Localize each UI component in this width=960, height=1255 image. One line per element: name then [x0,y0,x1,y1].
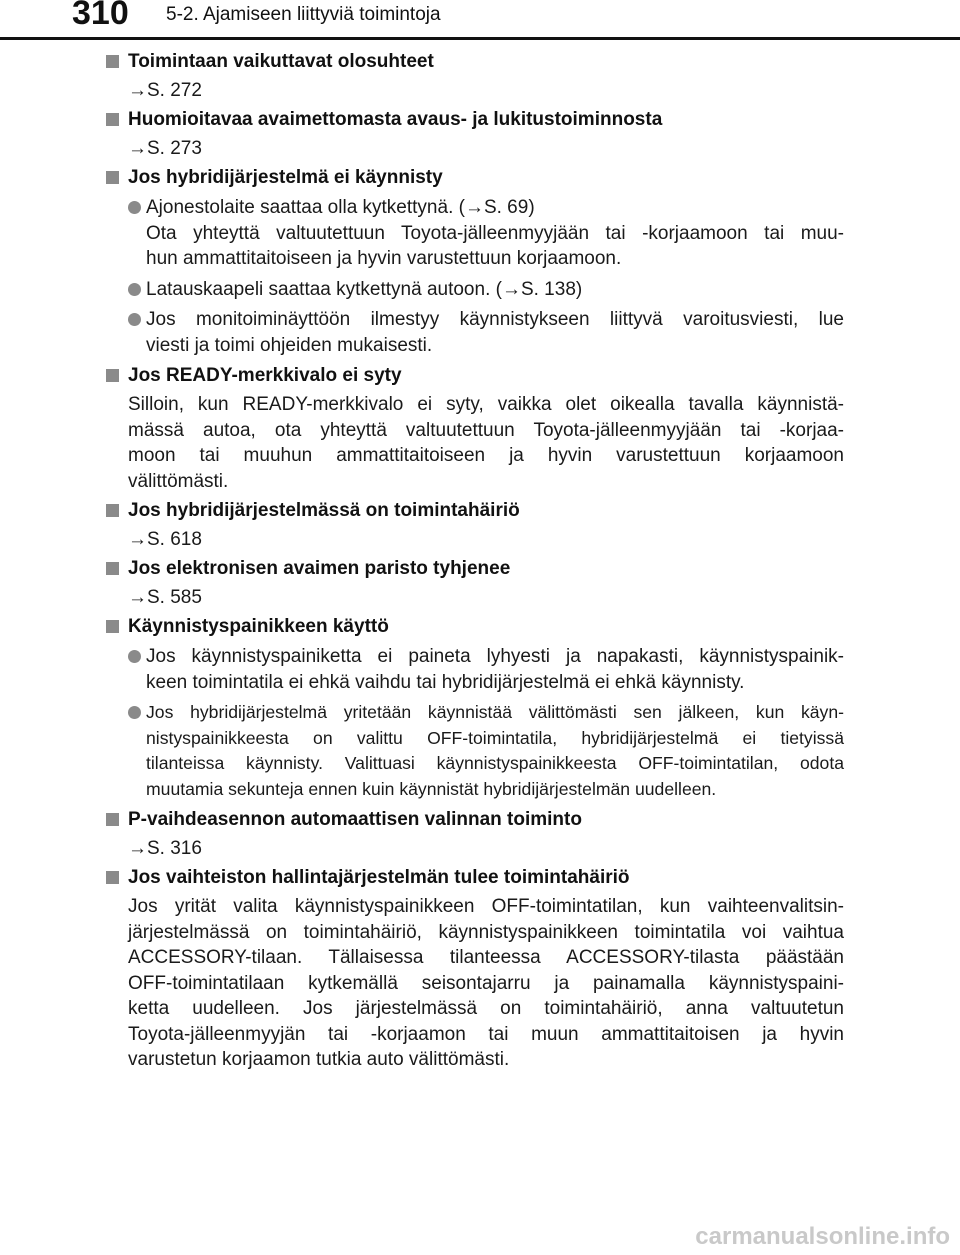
section-auto-p-position [104,807,844,862]
text-line: moon tai muuhun ammattitaitoiseen ja hyvin varustettuun korjaamoon [128,445,844,466]
section-heading-text: Jos elektronisen avaimen paristo tyhjenee [128,558,511,579]
section-paragraph [104,392,844,494]
circle-bullet-icon [128,283,141,296]
section-key-battery [104,556,844,611]
text-line: tilanteissa käynnisty. Valittuasi käynnistyspainikkeesta OFF-toimintatilan, odota [146,753,844,773]
circle-bullet-icon [128,650,141,663]
square-bullet-icon [106,171,119,184]
section-heading [104,363,844,389]
section-heading [104,807,844,833]
square-bullet-icon [106,813,119,826]
text-line: Jos käynnistyspainiketta ei paineta lyhyesti ja napakasti, käynnistyspainik- [146,646,844,667]
text-line: muutamia sekunteja ennen kuin käynnistät hybridijärjestelmän uudelleen. [146,778,717,799]
text-line: viesti ja toimi ohjeiden mukaisesti. [146,334,433,356]
section-heading-text: Huomioitavaa avaimettomasta avaus- ja lukitustoiminnosta [128,109,663,130]
section-heading [104,556,844,582]
list-item [104,195,844,272]
circle-bullet-icon [128,706,141,719]
section-heading [104,49,844,75]
section-heading-text: Jos READY-merkkivalo ei syty [128,365,402,386]
page-reference: →S. 273 [128,138,202,159]
text-line: nistyspainikkeesta on valittu OFF-toimintatila, hybridijärjestelmä ei tietyissä [146,727,844,748]
section-hybrid-malfunction [104,498,844,553]
text-line: järjestelmässä on toimintahäiriö, käynnistyspainikkeen toimintatila voi vaihtua [128,921,844,943]
section-heading [104,614,844,640]
text-line: Jos hybridijärjestelmä yritetään käynnistää välittömästi sen jälkeen, kun käyn- [146,702,844,722]
section-heading-text: Jos hybridijärjestelmä ei käynnisty [128,167,443,188]
text-line: Ota yhteyttä valtuutettuun Toyota-jälleenmyyjään tai -korjaamoon tai muu- [146,222,844,244]
page-reference: →S. 618 [128,529,202,550]
list-item [104,700,844,802]
square-bullet-icon [106,504,119,517]
text-line: keen toimintatila ei ehkä vaihdu tai hybridijärjestelmä ei ehkä käynnisty. [146,671,745,693]
section-heading [104,165,844,191]
section-heading [104,498,844,524]
section-heading-text: Toimintaan vaikuttavat olosuhteet [128,51,434,72]
text-line: hun ammattitaitoiseen ja hyvin varustettuun korjaamoon. [146,248,622,269]
text-line: ketta uudelleen. Jos järjestelmässä on toimintahäiriö, anna valtuutetun [128,998,844,1019]
page-header [0,0,960,42]
section-shift-control-malfunction [104,865,844,1073]
square-bullet-icon [106,369,119,382]
square-bullet-icon [106,620,119,633]
section-heading-text: Jos vaihteiston hallintajärjestelmän tulee toimintahäiriö [128,867,630,888]
page-content [104,46,844,1077]
text-line: Jos yrität valita käynnistyspainikkeen OFF-toimintatilan, kun vaihteenvalitsin- [128,896,844,917]
text-line: ACCESSORY-tilaan. Tällaisessa tilanteessa ACCESSORY-tilasta päästään [128,947,844,968]
watermark: carmanualsonline.info [695,1223,950,1250]
section-start-button-use [104,614,844,802]
section-keyless [104,107,844,162]
circle-bullet-icon [128,201,141,214]
section-heading-text: Käynnistyspainikkeen käyttö [128,616,389,637]
page-reference: →S. 272 [128,80,202,101]
text-line: Silloin, kun READY-merkkivalo ei syty, vaikka olet oikealla tavalla käynnistä- [128,394,844,415]
section-heading-text: P-vaihdeasennon automaattisen valinnan toiminto [128,809,582,830]
text-line: Toyota-jälleenmyyjän tai -korjaamon tai muun ammattitaitoisen ja hyvin [128,1023,844,1045]
page-reference: →S. 316 [128,838,202,859]
section-paragraph [104,894,844,1073]
circle-bullet-icon [128,313,141,326]
list-item [104,307,844,358]
section-hybrid-not-starting [104,165,844,358]
section-heading [104,107,844,133]
section-ready-light [104,363,844,494]
text-line: mässä autoa, ota yhteyttä valtuutettuun Toyota-jälleenmyyjään tai -korjaa- [128,419,844,441]
page-reference: →S. 585 [128,587,202,608]
text-line: varustetun korjaamon tutkia auto välittömästi. [128,1049,510,1070]
section-conditions [104,49,844,104]
square-bullet-icon [106,55,119,68]
text-line: Latauskaapeli saattaa kytkettynä autoon. (→S. 138) [146,278,583,300]
text-line: Jos monitoiminäyttöön ilmestyy käynnistykseen liittyvä varoitusviesti, lue [146,309,844,330]
text-line: OFF-toimintatilaan kytkemällä seisontajarru ja painamalla käynnistyspaini- [128,972,844,994]
square-bullet-icon [106,113,119,126]
page-number: 310 [72,0,129,32]
square-bullet-icon [106,871,119,884]
list-item [104,644,844,695]
text-line: välittömästi. [128,470,229,492]
section-heading [104,865,844,891]
header-divider [0,37,960,40]
square-bullet-icon [106,562,119,575]
section-title: 5-2. Ajamiseen liittyviä toimintoja [166,4,441,25]
text-line: Ajonestolaite saattaa olla kytkettynä. (→S. 69) [146,197,535,218]
section-heading-text: Jos hybridijärjestelmässä on toimintahäiriö [128,500,520,521]
list-item [104,277,844,303]
